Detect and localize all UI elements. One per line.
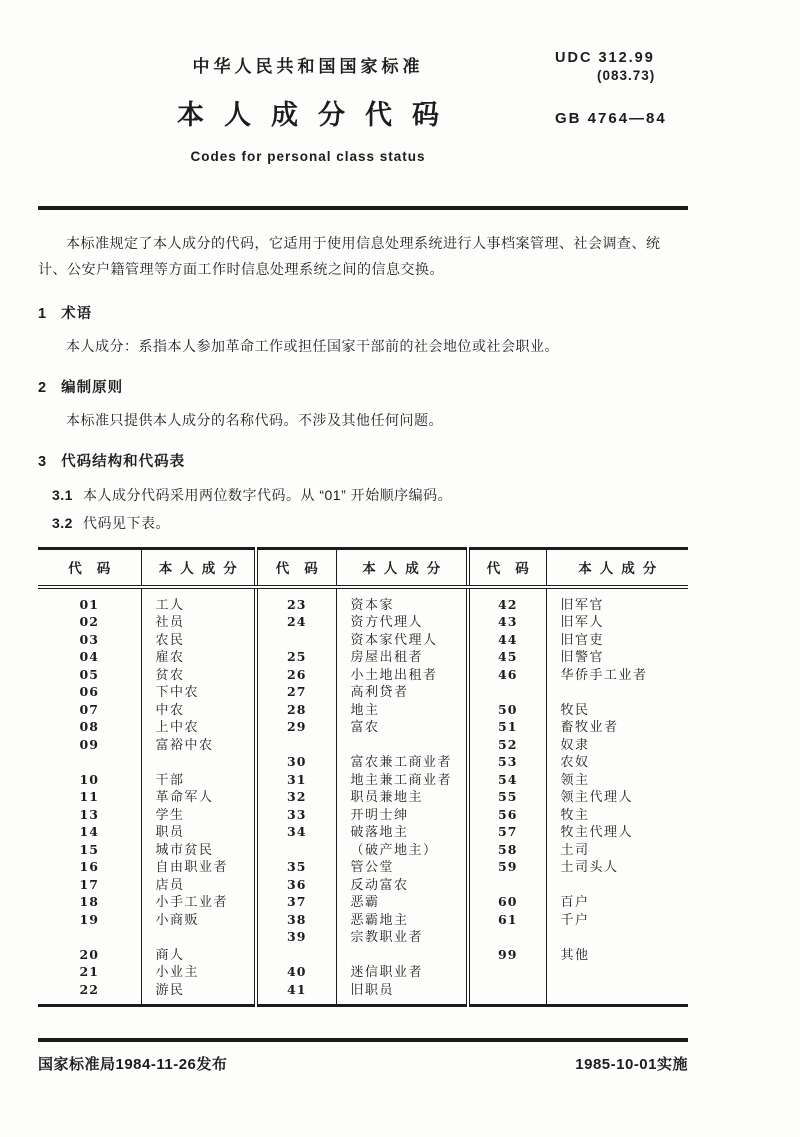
code-cell: 01 xyxy=(79,596,99,612)
code-cell: 17 xyxy=(79,876,99,892)
code-cell: 19 xyxy=(79,911,99,927)
class-status-cell: 地主兼工商业者 xyxy=(336,771,468,789)
class-status-cell: 职员兼地主 xyxy=(336,788,468,806)
code-cell: 43 xyxy=(468,613,546,631)
class-status-cell: 商人 xyxy=(141,946,256,964)
class-status-cell: 农奴 xyxy=(546,753,688,771)
table-row xyxy=(38,963,688,981)
clause-3-2 xyxy=(38,513,688,533)
class-status-cell: 资方代理人 xyxy=(336,613,468,631)
document-footer xyxy=(38,1053,688,1074)
table-row xyxy=(38,893,688,911)
class-status-cell: 华侨手工业者 xyxy=(546,666,688,684)
class-status-cell xyxy=(546,876,688,894)
class-status-cell xyxy=(546,683,688,701)
class-status-cell: 旧职员 xyxy=(336,981,468,1006)
class-status-cell xyxy=(336,946,468,964)
code-cell xyxy=(468,683,546,701)
class-status-cell: 小土地出租者 xyxy=(336,666,468,684)
class-status-cell: （破产地主） xyxy=(336,841,468,859)
section-title: 编制原则 xyxy=(61,380,124,396)
class-status-cell xyxy=(141,753,256,771)
code-cell: 60 xyxy=(468,893,546,911)
class-status-cell: 贫农 xyxy=(141,666,256,684)
class-status-cell: 中农 xyxy=(141,701,256,719)
class-status-cell: 下中农 xyxy=(141,683,256,701)
class-status-cell: 领主 xyxy=(546,771,688,789)
code-cell: 51 xyxy=(468,718,546,736)
section-2-body: 本标准只提供本人成分的名称代码。不涉及其他任何问题。 xyxy=(66,412,443,428)
code-cell: 41 xyxy=(256,981,336,1006)
class-status-cell: 农民 xyxy=(141,631,256,649)
table-row xyxy=(38,648,688,666)
header-rule xyxy=(38,206,688,210)
code-cell: 26 xyxy=(256,666,336,684)
table-row xyxy=(38,683,688,701)
class-status-cell: 社员 xyxy=(141,613,256,631)
class-status-cell: 店员 xyxy=(141,876,256,894)
code-cell: 20 xyxy=(79,946,99,962)
code-cell: 29 xyxy=(256,718,336,736)
column-header-class-status: 本人成分 xyxy=(546,549,688,587)
table-row xyxy=(38,788,688,806)
class-status-cell xyxy=(336,736,468,754)
code-cell: 23 xyxy=(256,587,336,614)
class-status-cell: 房屋出租者 xyxy=(336,648,468,666)
code-cell xyxy=(38,753,141,771)
class-status-cell: 牧民 xyxy=(546,701,688,719)
class-status-cell: 富农兼工商业者 xyxy=(336,753,468,771)
code-table xyxy=(38,547,688,1007)
class-status-cell: 资本家代理人 xyxy=(336,631,468,649)
column-header-class-status: 本人成分 xyxy=(336,549,468,587)
code-cell: 38 xyxy=(256,911,336,929)
class-status-cell: 牧主 xyxy=(546,806,688,824)
code-cell: 99 xyxy=(468,946,546,964)
clause-text: 代码见下表。 xyxy=(82,515,170,531)
code-cell: 56 xyxy=(468,806,546,824)
section-2-heading xyxy=(38,376,688,397)
table-row xyxy=(38,613,688,631)
code-cell: 02 xyxy=(79,614,99,629)
class-status-cell: 小商贩 xyxy=(141,911,256,929)
table-row xyxy=(38,841,688,859)
intro-paragraph: 本标准规定了本人成分的代码，它适用于使用信息处理系统进行人事档案管理、社会调查、统计、公安户籍管理等方面工作时信息处理系统之间的信息交换。 xyxy=(38,235,661,277)
code-cell: 13 xyxy=(79,806,99,822)
column-header-class-status: 本人成分 xyxy=(141,549,256,587)
code-cell: 39 xyxy=(256,928,336,946)
issue-date: 国家标准局1984-11-26发布 xyxy=(38,1055,228,1073)
table-row xyxy=(38,771,688,789)
code-cell: 04 xyxy=(79,649,99,664)
class-status-cell: 百户 xyxy=(546,893,688,911)
class-status-cell: 恶霸地主 xyxy=(336,911,468,929)
code-cell: 34 xyxy=(256,823,336,841)
class-status-cell: 学生 xyxy=(141,806,256,824)
class-status-cell: 管公堂 xyxy=(336,858,468,876)
code-cell: 03 xyxy=(79,631,99,647)
class-status-cell: 高利贷者 xyxy=(336,683,468,701)
english-title: Codes for personal class status xyxy=(190,149,426,164)
class-status-cell: 千户 xyxy=(546,911,688,929)
table-row xyxy=(38,823,688,841)
class-status-cell: 雇农 xyxy=(141,648,256,666)
code-cell: 16 xyxy=(79,859,99,874)
code-cell: 50 xyxy=(468,701,546,719)
class-status-cell xyxy=(546,963,688,981)
code-cell: 53 xyxy=(468,753,546,771)
code-cell: 35 xyxy=(256,858,336,876)
code-cell: 27 xyxy=(256,683,336,701)
class-status-cell: 旧官吏 xyxy=(546,631,688,649)
code-cell: 42 xyxy=(468,587,546,614)
clause-text: 本人成分代码采用两位数字代码。从 “01” 开始顺序编码。 xyxy=(82,487,453,503)
class-status-cell: 城市贫民 xyxy=(141,841,256,859)
class-status-cell: 旧军人 xyxy=(546,613,688,631)
code-cell xyxy=(468,928,546,946)
code-cell: 58 xyxy=(468,841,546,859)
code-cell xyxy=(468,876,546,894)
class-status-cell: 反动富农 xyxy=(336,876,468,894)
code-cell: 07 xyxy=(79,701,99,717)
class-status-cell: 富农 xyxy=(336,718,468,736)
table-row xyxy=(38,858,688,876)
table-row xyxy=(38,666,688,684)
standard-identifiers xyxy=(555,50,725,127)
table-row xyxy=(38,718,688,736)
code-cell: 08 xyxy=(79,719,99,734)
class-status-cell: 奴隶 xyxy=(546,736,688,754)
class-status-cell: 干部 xyxy=(141,771,256,789)
udc-number: UDC 312.99 xyxy=(555,50,655,66)
section-number: 1 xyxy=(38,306,48,322)
column-header-code: 代码 xyxy=(38,549,141,587)
class-status-cell: 富裕中农 xyxy=(141,736,256,754)
class-status-cell xyxy=(546,981,688,1006)
footer-rule xyxy=(38,1038,688,1042)
class-status-cell: 土司 xyxy=(546,841,688,859)
class-status-cell: 职员 xyxy=(141,823,256,841)
class-status-cell: 恶霸 xyxy=(336,893,468,911)
code-cell: 06 xyxy=(79,684,99,699)
code-cell: 30 xyxy=(256,753,336,771)
section-3-heading xyxy=(38,450,688,471)
code-cell xyxy=(468,963,546,981)
class-status-cell: 革命军人 xyxy=(141,788,256,806)
class-status-cell xyxy=(546,928,688,946)
class-status-cell xyxy=(141,928,256,946)
class-status-cell: 工人 xyxy=(141,587,256,614)
table-row xyxy=(38,946,688,964)
code-cell: 46 xyxy=(468,666,546,684)
code-cell: 45 xyxy=(468,648,546,666)
code-cell xyxy=(256,631,336,649)
class-status-cell: 自由职业者 xyxy=(141,858,256,876)
class-status-cell: 其他 xyxy=(546,946,688,964)
class-status-cell: 旧军官 xyxy=(546,587,688,614)
table-row xyxy=(38,911,688,929)
section-title: 术语 xyxy=(61,306,93,322)
code-cell: 10 xyxy=(79,771,99,787)
code-cell: 24 xyxy=(256,613,336,631)
clause-number: 3.2 xyxy=(52,515,73,531)
class-status-cell: 旧警官 xyxy=(546,648,688,666)
code-cell: 33 xyxy=(256,806,336,824)
code-cell: 57 xyxy=(468,823,546,841)
code-cell: 59 xyxy=(468,858,546,876)
code-cell xyxy=(256,946,336,964)
code-cell: 31 xyxy=(256,771,336,789)
standard-number: GB 4764—84 xyxy=(555,110,667,127)
table-row xyxy=(38,981,688,1006)
class-status-cell: 地主 xyxy=(336,701,468,719)
class-status-cell: 资本家 xyxy=(336,587,468,614)
national-standard-label: 中华人民共和国国家标准 xyxy=(192,57,424,76)
class-status-cell: 宗教职业者 xyxy=(336,928,468,946)
section-number: 3 xyxy=(38,454,48,470)
code-cell: 37 xyxy=(256,893,336,911)
code-cell: 44 xyxy=(468,631,546,649)
code-cell: 40 xyxy=(256,963,336,981)
section-1-body: 本人成分：系指本人参加革命工作或担任国家干部前的社会地位或社会职业。 xyxy=(66,338,559,354)
code-cell: 14 xyxy=(79,824,99,839)
code-cell: 36 xyxy=(256,876,336,894)
page-title: 本人成分代码 xyxy=(177,100,459,130)
table-row xyxy=(38,587,688,614)
class-status-cell: 牧主代理人 xyxy=(546,823,688,841)
class-status-cell: 畜牧业者 xyxy=(546,718,688,736)
code-cell: 22 xyxy=(79,981,99,997)
code-cell: 25 xyxy=(256,648,336,666)
table-row xyxy=(38,806,688,824)
clause-3-1 xyxy=(38,485,688,505)
code-cell: 18 xyxy=(79,894,99,909)
column-header-code: 代码 xyxy=(256,549,336,587)
clause-number: 3.1 xyxy=(52,487,73,503)
section-1-heading xyxy=(38,302,688,323)
class-status-cell: 领主代理人 xyxy=(546,788,688,806)
code-cell: 15 xyxy=(79,841,99,857)
table-row xyxy=(38,631,688,649)
table-row xyxy=(38,876,688,894)
code-cell: 54 xyxy=(468,771,546,789)
code-cell xyxy=(256,841,336,859)
class-status-cell: 迷信职业者 xyxy=(336,963,468,981)
section-title: 代码结构和代码表 xyxy=(61,454,186,470)
code-cell xyxy=(256,736,336,754)
class-status-cell: 小手工业者 xyxy=(141,893,256,911)
section-number: 2 xyxy=(38,380,48,396)
code-cell: 55 xyxy=(468,788,546,806)
table-row xyxy=(38,928,688,946)
title-block xyxy=(38,52,578,164)
class-status-cell: 上中农 xyxy=(141,718,256,736)
code-cell: 61 xyxy=(468,911,546,929)
table-row xyxy=(38,753,688,771)
code-cell xyxy=(38,928,141,946)
implementation-date: 1985-10-01实施 xyxy=(575,1055,688,1073)
class-status-cell: 破落地主 xyxy=(336,823,468,841)
code-cell: 32 xyxy=(256,788,336,806)
document-header xyxy=(38,52,688,164)
code-cell: 05 xyxy=(79,666,99,682)
table-header-row xyxy=(38,549,688,587)
class-status-cell: 土司头人 xyxy=(546,858,688,876)
code-cell: 28 xyxy=(256,701,336,719)
code-cell: 21 xyxy=(79,964,99,979)
class-status-cell: 小业主 xyxy=(141,963,256,981)
class-status-cell: 开明士绅 xyxy=(336,806,468,824)
table-row xyxy=(38,736,688,754)
class-status-cell: 游民 xyxy=(141,981,256,1006)
udc-subnumber: (083.73) xyxy=(597,68,656,83)
code-cell: 52 xyxy=(468,736,546,754)
code-cell: 11 xyxy=(79,789,99,804)
column-header-code: 代码 xyxy=(468,549,546,587)
code-cell xyxy=(468,981,546,1006)
table-row xyxy=(38,701,688,719)
code-cell: 09 xyxy=(79,736,99,752)
